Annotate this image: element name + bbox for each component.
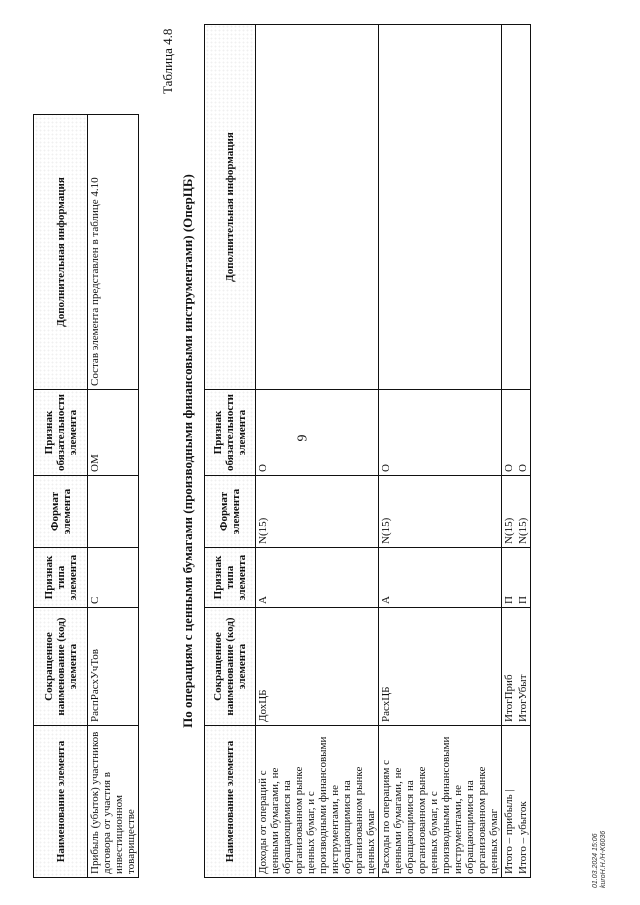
- cell-info: [516, 25, 531, 390]
- header-format: Формат элемента: [205, 476, 256, 548]
- cell-name: Прибыль (убыток) участников договора от участия в инвестиционном товариществе: [88, 726, 139, 878]
- cell-type: А: [379, 548, 502, 608]
- cell-info: [502, 25, 517, 390]
- cell-short: ДохЦБ: [256, 608, 379, 726]
- cell-required: О: [256, 390, 379, 476]
- header-info: Дополнительная информация: [205, 25, 256, 390]
- table-label: Таблица 4.8: [160, 28, 175, 94]
- header-short: Сокращенное наименование (код) элемента: [205, 608, 256, 726]
- header-required: Признак обязательности элемента: [34, 390, 88, 476]
- cell-type: П: [502, 548, 517, 608]
- footer-timestamp: 01.03.2024 15:06: [592, 833, 599, 888]
- header-type: Признак типа элемента: [34, 548, 88, 608]
- page-number: 9: [295, 434, 311, 442]
- cell-name: Расходы по операциям с ценными бумагами, не обращающимися на организованном рынке ценных бумаг, и с производными финансовыми инструментами, не обращающимися на организованном рынке ценных бумаг: [379, 726, 502, 878]
- table-top-header-row: [34, 115, 88, 878]
- header-type: Признак типа элемента: [205, 548, 256, 608]
- table-top: [33, 114, 139, 878]
- header-info: Дополнительная информация: [34, 115, 88, 390]
- table-row: [516, 25, 531, 878]
- footer-reference: kuroH.H./H-K6036: [600, 830, 607, 888]
- cell-short: ИтогУбыт: [516, 608, 531, 726]
- cell-format: N(15): [379, 476, 502, 548]
- rotated-page-content: [0, 10, 640, 890]
- cell-format: N(15): [502, 476, 517, 548]
- cell-name: Итого – прибыль |: [502, 726, 517, 878]
- cell-name: Итого – убыток: [516, 726, 531, 878]
- cell-short: ИтогПриб: [502, 608, 517, 726]
- cell-info: Состав элемента представлен в таблице 4.10: [88, 115, 139, 390]
- cell-required: О: [379, 390, 502, 476]
- table-row: [88, 115, 139, 878]
- table-row: [256, 25, 379, 878]
- cell-format: N(15): [516, 476, 531, 548]
- cell-name: Доходы от операций с ценными бумагами, не обращающимися на организованном рынке ценных бумаг, и с производными финансовыми инструментами, не обращающимися на организованном рынке ценных бумаг: [256, 726, 379, 878]
- header-short: Сокращенное наименование (код) элемента: [34, 608, 88, 726]
- cell-required: О: [502, 390, 517, 476]
- cell-info: [379, 25, 502, 390]
- cell-short: РасхЦБ: [379, 608, 502, 726]
- cell-format: N(15): [256, 476, 379, 548]
- cell-type: А: [256, 548, 379, 608]
- header-required: Признак обязательности элемента: [205, 390, 256, 476]
- cell-required: О: [516, 390, 531, 476]
- cell-short: РаспРасхУчТов: [88, 608, 139, 726]
- cell-required: ОМ: [88, 390, 139, 476]
- table-main: [204, 24, 531, 878]
- cell-type: П: [516, 548, 531, 608]
- table-row: [502, 25, 517, 878]
- section-title: По операциям с ценными бумагами (производными финансовыми инструментами) (ОперЦБ): [180, 174, 195, 728]
- cell-format: [88, 476, 139, 548]
- cell-info: [256, 25, 379, 390]
- table-main-header-row: [205, 25, 256, 878]
- cell-type: С: [88, 548, 139, 608]
- header-name: Наименование элемента: [205, 726, 256, 878]
- header-format: Формат элемента: [34, 476, 88, 548]
- header-name: Наименование элемента: [34, 726, 88, 878]
- table-row: [379, 25, 502, 878]
